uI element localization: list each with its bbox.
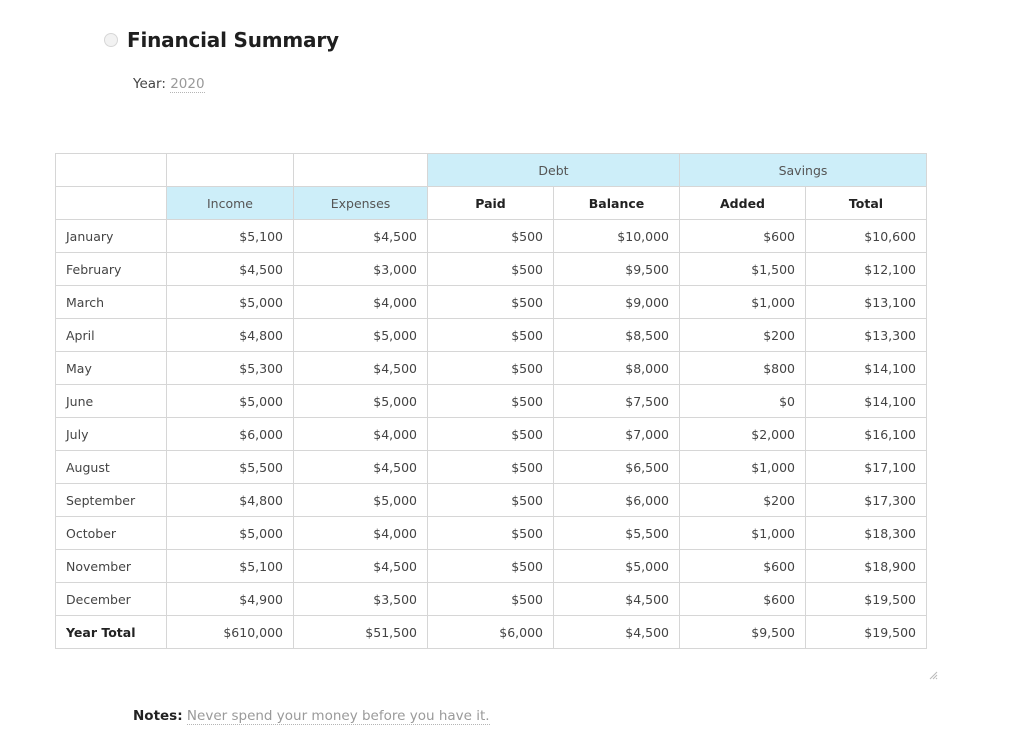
income-cell[interactable]: $4,900 <box>167 583 294 616</box>
corner-cell <box>56 154 167 187</box>
total-cell[interactable]: $14,100 <box>806 352 927 385</box>
month-cell[interactable]: October <box>56 517 167 550</box>
balance-cell[interactable]: $10,000 <box>554 220 680 253</box>
month-cell[interactable]: August <box>56 451 167 484</box>
paid-cell[interactable]: $500 <box>428 220 554 253</box>
month-cell[interactable]: March <box>56 286 167 319</box>
income-cell[interactable]: $4,800 <box>167 484 294 517</box>
income-cell[interactable]: $5,000 <box>167 517 294 550</box>
balance-cell[interactable]: $5,500 <box>554 517 680 550</box>
income-cell[interactable]: $5,100 <box>167 550 294 583</box>
balance-cell[interactable]: $9,000 <box>554 286 680 319</box>
added-cell[interactable]: $1,000 <box>680 286 806 319</box>
table-row <box>56 418 927 451</box>
paid-cell[interactable]: $500 <box>428 517 554 550</box>
income-cell[interactable]: $5,500 <box>167 451 294 484</box>
month-cell[interactable]: November <box>56 550 167 583</box>
table-row <box>56 286 927 319</box>
balance-cell[interactable]: $8,000 <box>554 352 680 385</box>
added-cell[interactable]: $200 <box>680 484 806 517</box>
added-cell[interactable]: $600 <box>680 550 806 583</box>
total-cell[interactable]: $16,100 <box>806 418 927 451</box>
income-cell[interactable]: $5,000 <box>167 286 294 319</box>
paid-cell[interactable]: $500 <box>428 550 554 583</box>
added-total-cell[interactable]: $9,500 <box>680 616 806 649</box>
total-cell[interactable]: $13,300 <box>806 319 927 352</box>
expenses-cell[interactable]: $4,000 <box>294 418 428 451</box>
added-header[interactable]: Added <box>680 187 806 220</box>
notes-value[interactable]: Never spend your money before you have it. <box>186 708 490 724</box>
month-cell[interactable]: July <box>56 418 167 451</box>
month-cell[interactable]: September <box>56 484 167 517</box>
total-header[interactable]: Total <box>806 187 927 220</box>
balance-cell[interactable]: $6,000 <box>554 484 680 517</box>
total-cell[interactable]: $18,900 <box>806 550 927 583</box>
paid-cell[interactable]: $500 <box>428 451 554 484</box>
paid-cell[interactable]: $500 <box>428 583 554 616</box>
year-field <box>133 76 205 92</box>
paid-cell[interactable]: $500 <box>428 319 554 352</box>
income-cell[interactable]: $4,800 <box>167 319 294 352</box>
table-row <box>56 451 927 484</box>
expenses-cell[interactable]: $4,000 <box>294 286 428 319</box>
balance-cell[interactable]: $8,500 <box>554 319 680 352</box>
expenses-cell[interactable]: $4,500 <box>294 451 428 484</box>
income-cell[interactable]: $5,100 <box>167 220 294 253</box>
month-cell[interactable]: January <box>56 220 167 253</box>
notes-field <box>133 708 490 724</box>
total-cell[interactable]: $17,300 <box>806 484 927 517</box>
income-cell[interactable]: $5,000 <box>167 385 294 418</box>
income-group-cell <box>167 154 294 187</box>
page-title: Financial Summary <box>127 28 339 52</box>
month-cell[interactable]: May <box>56 352 167 385</box>
balance-cell[interactable]: $7,000 <box>554 418 680 451</box>
title-row <box>104 28 339 52</box>
added-cell[interactable]: $800 <box>680 352 806 385</box>
paid-total-cell[interactable]: $6,000 <box>428 616 554 649</box>
expenses-cell[interactable]: $3,000 <box>294 253 428 286</box>
added-cell[interactable]: $600 <box>680 220 806 253</box>
table-row <box>56 220 927 253</box>
total-cell[interactable]: $14,100 <box>806 385 927 418</box>
total-cell[interactable]: $18,300 <box>806 517 927 550</box>
expenses-cell[interactable]: $4,500 <box>294 550 428 583</box>
expenses-group-cell <box>294 154 428 187</box>
expenses-cell[interactable]: $5,000 <box>294 319 428 352</box>
balance-cell[interactable]: $6,500 <box>554 451 680 484</box>
radio-circle-icon[interactable] <box>104 33 118 47</box>
year-total-row <box>56 616 927 649</box>
balance-cell[interactable]: $5,000 <box>554 550 680 583</box>
added-cell[interactable]: $1,500 <box>680 253 806 286</box>
total-cell[interactable]: $17,100 <box>806 451 927 484</box>
balance-cell[interactable]: $7,500 <box>554 385 680 418</box>
income-cell[interactable]: $6,000 <box>167 418 294 451</box>
table-row <box>56 385 927 418</box>
table-row <box>56 517 927 550</box>
balance-header[interactable]: Balance <box>554 187 680 220</box>
added-cell[interactable]: $1,000 <box>680 451 806 484</box>
debt-group-header[interactable]: Debt <box>428 154 680 187</box>
financial-summary-table <box>55 153 927 649</box>
paid-header[interactable]: Paid <box>428 187 554 220</box>
paid-cell[interactable]: $500 <box>428 484 554 517</box>
year-total-label[interactable]: Year Total <box>56 616 167 649</box>
balance-total-cell[interactable]: $4,500 <box>554 616 680 649</box>
total-cell[interactable]: $12,100 <box>806 253 927 286</box>
table-row <box>56 319 927 352</box>
paid-cell[interactable]: $500 <box>428 253 554 286</box>
paid-cell[interactable]: $500 <box>428 385 554 418</box>
expenses-total-cell[interactable]: $51,500 <box>294 616 428 649</box>
balance-cell[interactable]: $4,500 <box>554 583 680 616</box>
group-header-row <box>56 154 927 187</box>
paid-cell[interactable]: $500 <box>428 352 554 385</box>
paid-cell[interactable]: $500 <box>428 286 554 319</box>
column-header-row <box>56 187 927 220</box>
table-row <box>56 352 927 385</box>
balance-cell[interactable]: $9,500 <box>554 253 680 286</box>
added-cell[interactable]: $200 <box>680 319 806 352</box>
month-header-cell <box>56 187 167 220</box>
table-row <box>56 484 927 517</box>
total-cell[interactable]: $10,600 <box>806 220 927 253</box>
expenses-cell[interactable]: $4,000 <box>294 517 428 550</box>
income-cell[interactable]: $4,500 <box>167 253 294 286</box>
income-total-cell[interactable]: $610,000 <box>167 616 294 649</box>
table-row <box>56 583 927 616</box>
total-total-cell[interactable]: $19,500 <box>806 616 927 649</box>
paid-cell[interactable]: $500 <box>428 418 554 451</box>
notes-label: Notes: <box>133 708 183 724</box>
expenses-cell[interactable]: $4,500 <box>294 352 428 385</box>
table-row <box>56 550 927 583</box>
added-cell[interactable]: $600 <box>680 583 806 616</box>
added-cell[interactable]: $1,000 <box>680 517 806 550</box>
year-label: Year: <box>133 76 166 92</box>
resize-grip-icon[interactable] <box>929 671 938 680</box>
expenses-cell[interactable]: $4,500 <box>294 220 428 253</box>
income-header[interactable]: Income <box>167 187 294 220</box>
total-cell[interactable]: $19,500 <box>806 583 927 616</box>
expenses-header[interactable]: Expenses <box>294 187 428 220</box>
savings-group-header[interactable]: Savings <box>680 154 927 187</box>
added-cell[interactable]: $0 <box>680 385 806 418</box>
expenses-cell[interactable]: $3,500 <box>294 583 428 616</box>
table-row <box>56 253 927 286</box>
month-cell[interactable]: February <box>56 253 167 286</box>
month-cell[interactable]: December <box>56 583 167 616</box>
expenses-cell[interactable]: $5,000 <box>294 484 428 517</box>
month-cell[interactable]: June <box>56 385 167 418</box>
total-cell[interactable]: $13,100 <box>806 286 927 319</box>
added-cell[interactable]: $2,000 <box>680 418 806 451</box>
expenses-cell[interactable]: $5,000 <box>294 385 428 418</box>
month-cell[interactable]: April <box>56 319 167 352</box>
year-value[interactable]: 2020 <box>170 76 205 92</box>
income-cell[interactable]: $5,300 <box>167 352 294 385</box>
